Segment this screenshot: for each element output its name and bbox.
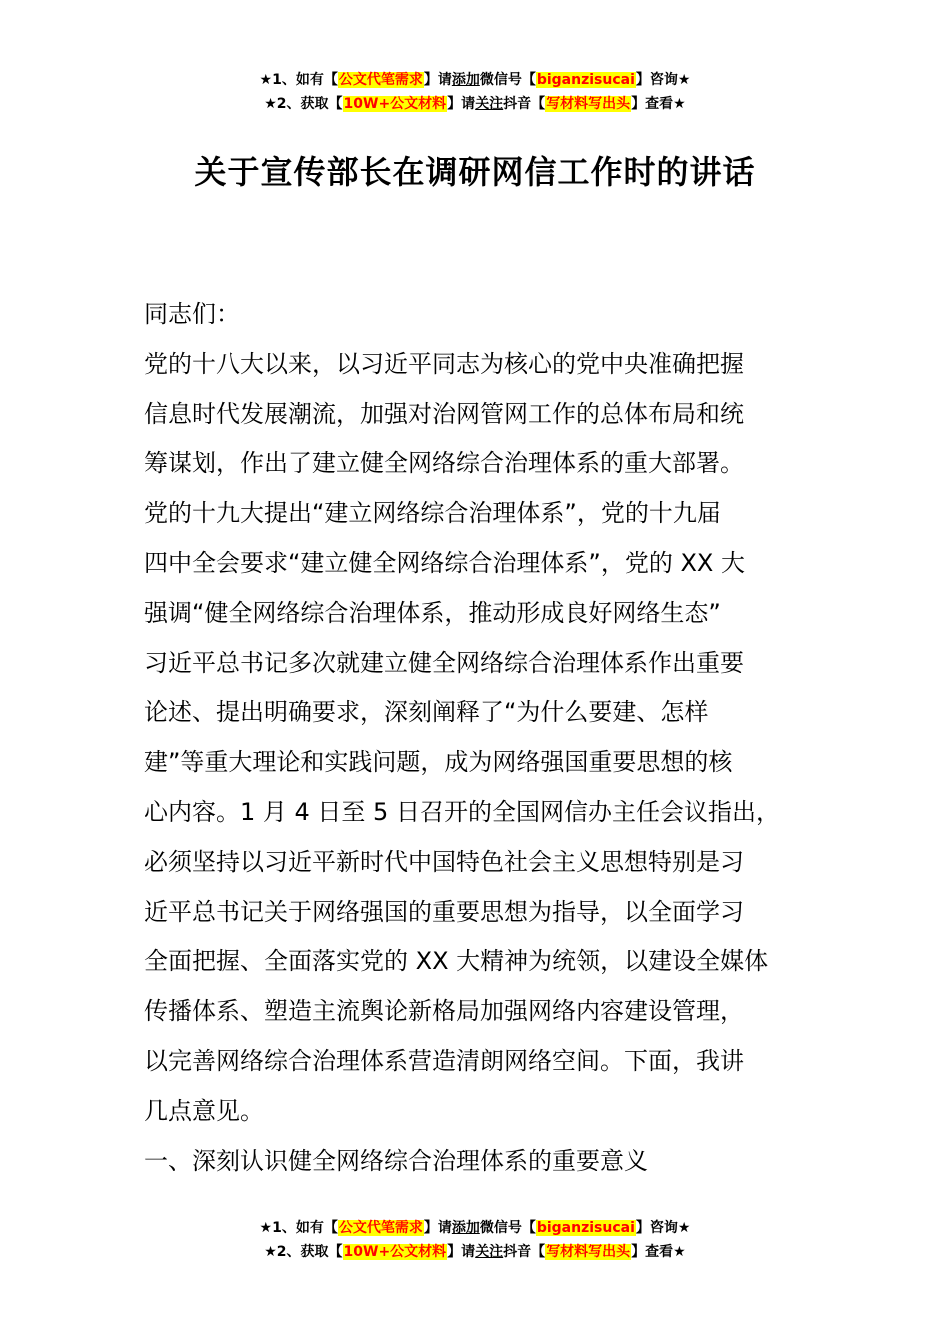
notice-text: 】咨询★ xyxy=(635,1220,691,1236)
notice-text: 】咨询★ xyxy=(635,72,691,88)
body-line: 同志们： xyxy=(144,300,240,328)
notice-text: 】查看★ xyxy=(631,1244,686,1260)
notice-text: ★1、如有【 xyxy=(259,72,338,88)
body-line: 心内容。1 月 4 日至 5 日召开的全国网信办主任会议指出， xyxy=(144,797,780,826)
notice-text: 】查看★ xyxy=(631,96,686,112)
notice-text: 微信号【 xyxy=(479,1220,536,1236)
body-line: 党的十八大以来，以习近平同志为核心的党中央准确把握 xyxy=(144,349,744,378)
highlight-materials: 10W+公文材料 xyxy=(343,96,447,112)
header-notice xyxy=(0,68,950,116)
highlight-ghostwriting: 公文代笔需求 xyxy=(338,1220,423,1236)
notice-text: ★1、如有【 xyxy=(259,1220,338,1236)
footer-notice xyxy=(0,1216,950,1264)
body-line: 近平总书记关于网络强国的重要思想为指导，以全面学习 xyxy=(144,897,744,926)
document-body xyxy=(144,290,810,1186)
body-line: 强调“健全网络综合治理体系，推动形成良好网络生态” xyxy=(144,598,721,627)
body-line: 四中全会要求“建立健全网络综合治理体系”，党的 XX 大 xyxy=(144,548,746,577)
body-line: 信息时代发展潮流，加强对治网管网工作的总体布局和统 xyxy=(144,399,744,428)
document-title: 关于宣传部长在调研网信工作时的讲话 xyxy=(194,153,756,191)
underlined-follow: 关注 xyxy=(475,1244,504,1260)
notice-line-2 xyxy=(0,1240,950,1264)
body-line: 习近平总书记多次就建立健全网络综合治理体系作出重要 xyxy=(144,648,744,677)
notice-text: ★2、获取【 xyxy=(264,1244,343,1260)
body-line: 传播体系、塑造主流舆论新格局加强网络内容建设管理， xyxy=(144,997,744,1026)
body-line: 党的十九大提出“建立网络综合治理体系”，党的十九届 xyxy=(144,499,721,528)
notice-line-2 xyxy=(0,92,950,116)
notice-text: 】请 xyxy=(447,96,476,112)
highlight-douyin: 写材料写出头 xyxy=(546,96,631,112)
highlight-ghostwriting: 公文代笔需求 xyxy=(338,72,423,88)
body-line: 全面把握、全面落实党的 XX 大精神为统领，以建设全媒体 xyxy=(144,947,769,976)
underlined-add: 添加 xyxy=(451,1220,480,1236)
notice-text: 抖音【 xyxy=(503,1244,546,1260)
body-line: 必须坚持以习近平新时代中国特色社会主义思想特别是习 xyxy=(144,847,744,876)
section-heading: 一、深刻认识健全网络综合治理体系的重要意义 xyxy=(144,1146,648,1175)
body-line: 筹谋划，作出了建立健全网络综合治理体系的重大部署。 xyxy=(144,449,744,478)
underlined-follow: 关注 xyxy=(475,96,504,112)
notice-text: 抖音【 xyxy=(503,96,546,112)
notice-text: 】请 xyxy=(447,1244,476,1260)
notice-line-1 xyxy=(0,1216,950,1240)
notice-text: ★2、获取【 xyxy=(264,96,343,112)
notice-text: 】请 xyxy=(423,1220,452,1236)
body-line: 建”等重大理论和实践问题，成为网络强国重要思想的核 xyxy=(144,748,733,777)
highlight-wechat-id: biganzisucai xyxy=(536,1220,635,1236)
notice-text: 微信号【 xyxy=(479,72,536,88)
body-line: 几点意见。 xyxy=(144,1096,264,1125)
notice-line-1 xyxy=(0,68,950,92)
notice-text: 】请 xyxy=(423,72,452,88)
highlight-douyin: 写材料写出头 xyxy=(546,1244,631,1260)
underlined-add: 添加 xyxy=(451,72,480,88)
body-line: 论述、提出明确要求，深刻阐释了“为什么要建、怎样 xyxy=(144,698,709,727)
body-line: 以完善网络综合治理体系营造清朗网络空间。下面，我讲 xyxy=(144,1046,744,1075)
highlight-materials: 10W+公文材料 xyxy=(343,1244,447,1260)
highlight-wechat-id: biganzisucai xyxy=(536,72,635,88)
